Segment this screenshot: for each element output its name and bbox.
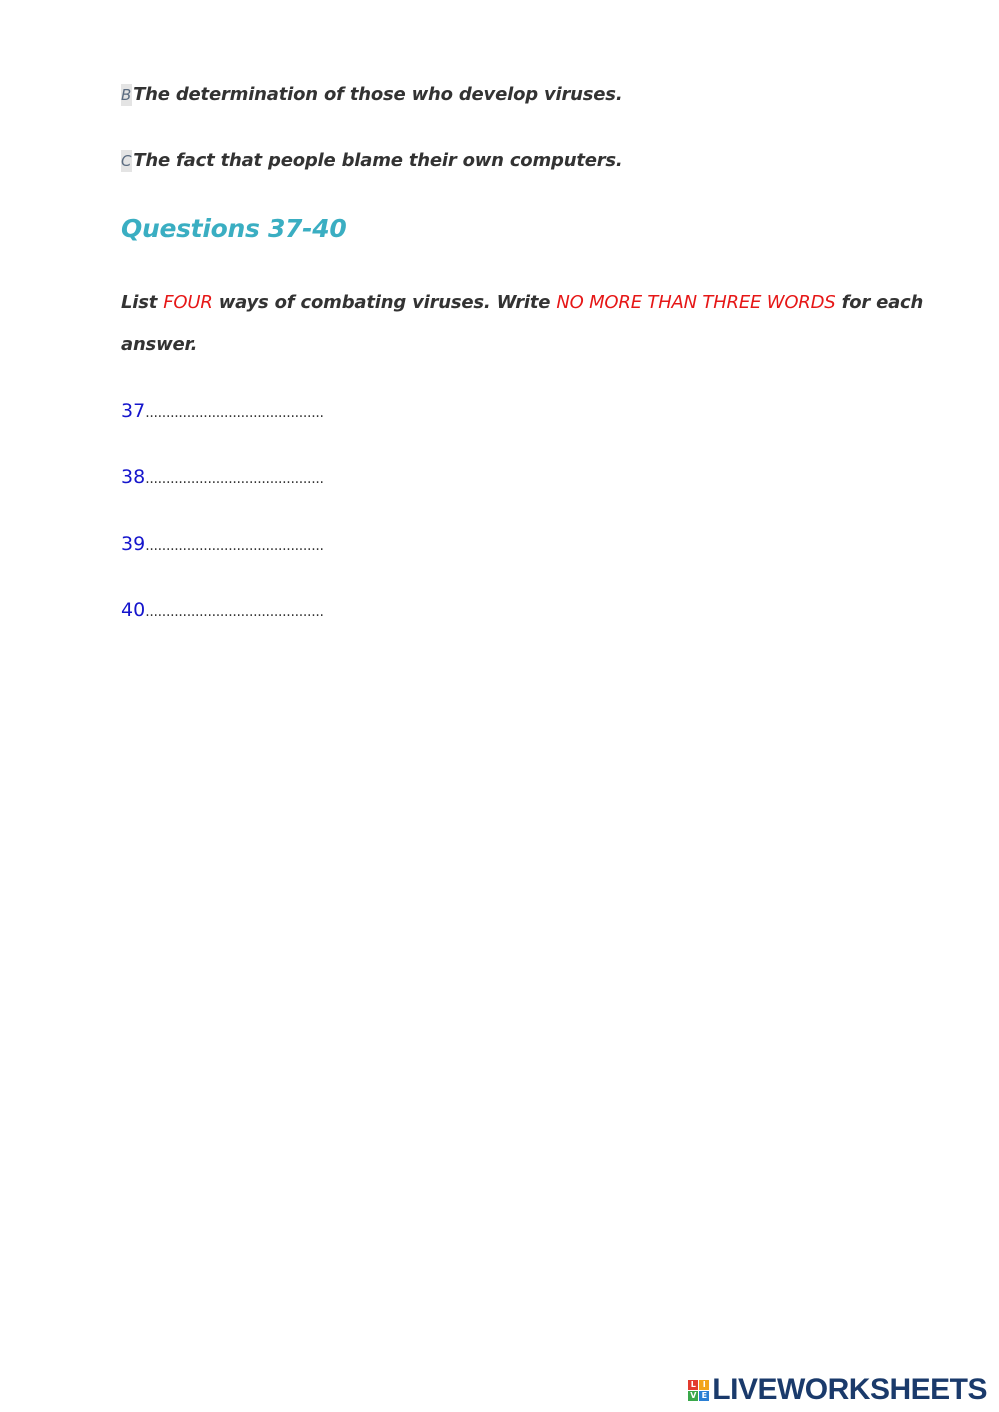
answer-blank[interactable]: ........................................... bbox=[145, 405, 324, 421]
option-c bbox=[121, 150, 623, 172]
question-number: 40 bbox=[121, 599, 146, 621]
option-letter: B bbox=[121, 86, 132, 104]
instruction-text: List bbox=[121, 292, 164, 313]
logo-mark-letter: E bbox=[699, 1391, 709, 1401]
answer-37 bbox=[121, 400, 324, 422]
answer-blank[interactable]: ........................................... bbox=[145, 538, 324, 554]
answer-40 bbox=[121, 599, 324, 621]
answer-blank[interactable]: ........................................... bbox=[145, 604, 324, 620]
instruction-line-1 bbox=[121, 292, 923, 313]
section-heading: Questions 37-40 bbox=[121, 214, 347, 243]
instruction-highlight: FOUR bbox=[163, 292, 213, 313]
answer-39 bbox=[121, 533, 324, 555]
answer-blank[interactable]: ........................................... bbox=[145, 471, 324, 487]
instruction-text: ways of combating viruses. Write bbox=[212, 292, 557, 313]
logo-mark-letter: L bbox=[688, 1380, 698, 1390]
logo-mark-letter: I bbox=[699, 1380, 709, 1390]
question-number: 37 bbox=[121, 400, 146, 422]
option-b bbox=[121, 84, 622, 106]
instruction-highlight: NO MORE THAN THREE WORDS bbox=[556, 292, 836, 313]
option-letter: C bbox=[121, 152, 132, 170]
option-text: The determination of those who develop viruses. bbox=[133, 84, 623, 105]
liveworksheets-logo bbox=[688, 1373, 987, 1407]
logo-mark-icon bbox=[688, 1380, 709, 1401]
instruction-text: for each bbox=[835, 292, 924, 313]
logo-mark-letter: V bbox=[690, 1390, 697, 1400]
question-number: 39 bbox=[121, 533, 146, 555]
instruction-line-2: answer. bbox=[121, 334, 198, 355]
logo-text: LIVEWORKSHEETS bbox=[712, 1373, 987, 1406]
option-text: The fact that people blame their own computers. bbox=[133, 150, 623, 171]
answer-38 bbox=[121, 466, 324, 488]
question-number: 38 bbox=[121, 466, 146, 488]
